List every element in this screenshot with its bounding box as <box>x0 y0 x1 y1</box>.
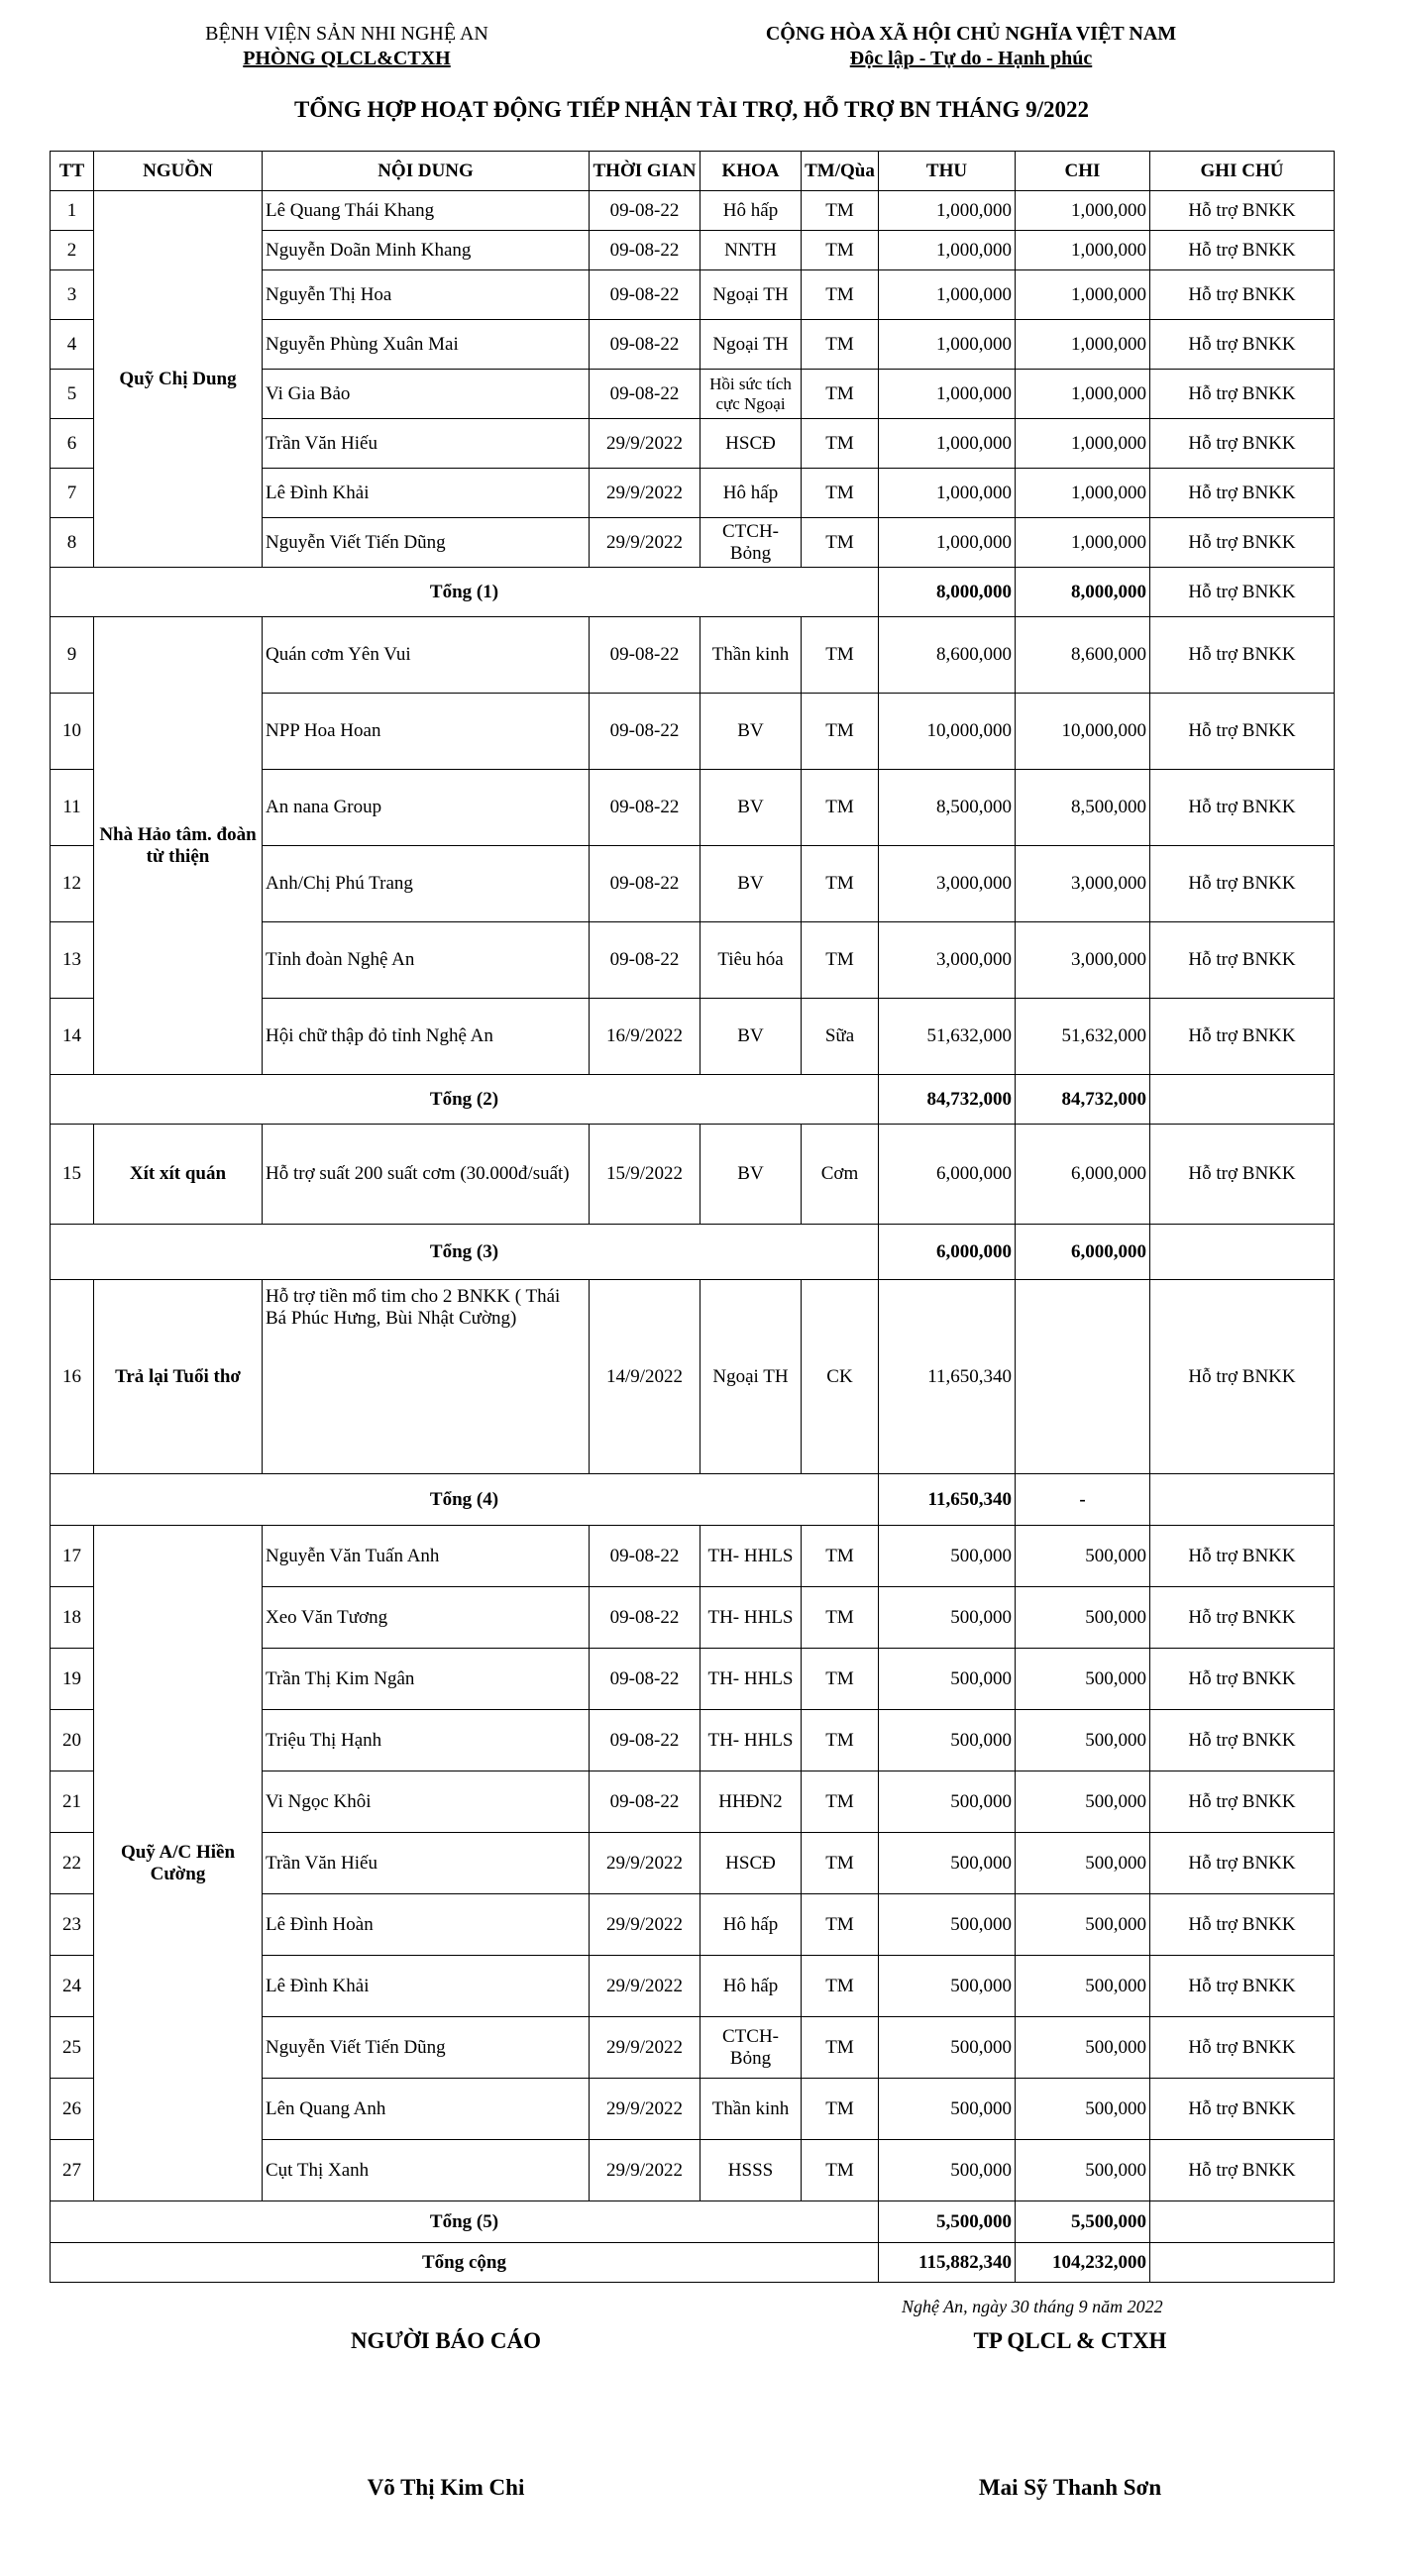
note-cell: Hỗ trợ BNKK <box>1150 1894 1335 1956</box>
hospital-name: BỆNH VIỆN SẢN NHI NGHỆ AN <box>205 23 488 45</box>
note-cell: Hỗ trợ BNKK <box>1150 1956 1335 2017</box>
time-cell: 09-08-22 <box>590 1710 700 1771</box>
content-cell: NPP Hoa Hoan <box>263 694 590 770</box>
type-cell: TM <box>802 270 879 320</box>
chi-cell: 1,000,000 <box>1016 320 1150 370</box>
row-number: 4 <box>51 320 94 370</box>
time-cell: 14/9/2022 <box>590 1280 700 1474</box>
note-cell: Hỗ trợ BNKK <box>1150 419 1335 469</box>
time-cell: 29/9/2022 <box>590 2079 700 2140</box>
content-cell: Lê Đình Hoàn <box>263 1894 590 1956</box>
note-cell: Hỗ trợ BNKK <box>1150 518 1335 568</box>
row-number: 12 <box>51 846 94 922</box>
type-cell: TM <box>802 922 879 999</box>
dept-cell: Hô hấp <box>700 469 802 518</box>
type-cell: TM <box>802 518 879 568</box>
type-cell: TM <box>802 770 879 846</box>
chi-cell: 1,000,000 <box>1016 231 1150 270</box>
content-cell: Anh/Chị Phú Trang <box>263 846 590 922</box>
time-cell: 09-08-22 <box>590 617 700 694</box>
type-cell: TM <box>802 320 879 370</box>
subtotal-label: Tổng (1) <box>51 568 879 617</box>
thu-cell: 8,600,000 <box>879 617 1016 694</box>
table-row <box>51 1280 1335 1474</box>
note-cell: Hỗ trợ BNKK <box>1150 1710 1335 1771</box>
row-number: 3 <box>51 270 94 320</box>
note-cell: Hỗ trợ BNKK <box>1150 231 1335 270</box>
subtotal-chi: 5,500,000 <box>1016 2201 1150 2243</box>
thu-cell: 500,000 <box>879 1894 1016 1956</box>
subtotal-label: Tổng (4) <box>51 1474 879 1526</box>
type-cell: TM <box>802 846 879 922</box>
col-dept: KHOA <box>700 152 802 191</box>
content-cell: Hỗ trợ suất 200 suất cơm (30.000đ/suất) <box>263 1125 590 1225</box>
dept-cell: HSCĐ <box>700 1833 802 1894</box>
content-cell: Trần Văn Hiếu <box>263 1833 590 1894</box>
time-cell: 29/9/2022 <box>590 2017 700 2079</box>
dept-cell: CTCH-Bỏng <box>700 518 802 568</box>
dept-cell: BV <box>700 846 802 922</box>
subtotal-label: Tổng (2) <box>51 1075 879 1125</box>
thu-cell: 1,000,000 <box>879 191 1016 231</box>
table-row <box>51 1526 1335 1587</box>
type-cell: TM <box>802 1771 879 1833</box>
row-number: 18 <box>51 1587 94 1649</box>
thu-cell: 1,000,000 <box>879 469 1016 518</box>
subtotal-label: Tổng (5) <box>51 2201 879 2243</box>
type-cell: TM <box>802 191 879 231</box>
source-name: Trả lại Tuổi thơ <box>94 1280 263 1474</box>
type-cell: TM <box>802 419 879 469</box>
dept-cell: Hồi sức tích cực Ngoại <box>700 370 802 419</box>
reporter-name: Võ Thị Kim Chi <box>367 2475 525 2500</box>
national-motto <box>694 47 1248 71</box>
chi-cell <box>1016 1280 1150 1474</box>
source-name: Xít xít quán <box>94 1125 263 1225</box>
thu-cell: 500,000 <box>879 2079 1016 2140</box>
note-cell: Hỗ trợ BNKK <box>1150 922 1335 999</box>
type-cell: TM <box>802 1587 879 1649</box>
type-cell: Cơm <box>802 1125 879 1225</box>
chi-cell: 500,000 <box>1016 2079 1150 2140</box>
chi-cell: 500,000 <box>1016 1894 1150 1956</box>
dept-cell: Thần kinh <box>700 2079 802 2140</box>
chi-cell: 500,000 <box>1016 2017 1150 2079</box>
chi-cell: 1,000,000 <box>1016 191 1150 231</box>
note-cell: Hỗ trợ BNKK <box>1150 999 1335 1075</box>
row-number: 26 <box>51 2079 94 2140</box>
dept-cell: Thần kinh <box>700 617 802 694</box>
dept-cell: TH- HHLS <box>700 1710 802 1771</box>
chi-cell: 1,000,000 <box>1016 370 1150 419</box>
subtotal-row <box>51 1075 1335 1125</box>
subtotal-thu: 11,650,340 <box>879 1474 1016 1526</box>
dept-cell: HSCĐ <box>700 419 802 469</box>
thu-cell: 1,000,000 <box>879 270 1016 320</box>
subtotal-thu: 84,732,000 <box>879 1075 1016 1125</box>
type-cell: TM <box>802 2079 879 2140</box>
type-cell: TM <box>802 1710 879 1771</box>
table-row <box>51 1125 1335 1225</box>
content-cell: Lê Đình Khải <box>263 469 590 518</box>
chi-cell: 500,000 <box>1016 1587 1150 1649</box>
time-cell: 29/9/2022 <box>590 1956 700 2017</box>
table-row <box>51 617 1335 694</box>
subtotal-row <box>51 568 1335 617</box>
dept-cell: Ngoại TH <box>700 270 802 320</box>
dept-cell: Hô hấp <box>700 1894 802 1956</box>
thu-cell: 1,000,000 <box>879 231 1016 270</box>
subtotal-chi: - <box>1016 1474 1150 1526</box>
thu-cell: 500,000 <box>879 2017 1016 2079</box>
thu-cell: 3,000,000 <box>879 922 1016 999</box>
time-cell: 29/9/2022 <box>590 1833 700 1894</box>
row-number: 9 <box>51 617 94 694</box>
thu-cell: 10,000,000 <box>879 694 1016 770</box>
chi-cell: 1,000,000 <box>1016 270 1150 320</box>
type-cell: TM <box>802 469 879 518</box>
subtotal-thu: 5,500,000 <box>879 2201 1016 2243</box>
note-cell: Hỗ trợ BNKK <box>1150 617 1335 694</box>
col-note: GHI CHÚ <box>1150 152 1335 191</box>
thu-cell: 500,000 <box>879 1649 1016 1710</box>
subtotal-note <box>1150 1225 1335 1280</box>
subtotal-label: Tổng (3) <box>51 1225 879 1280</box>
dept-cell: Ngoại TH <box>700 320 802 370</box>
subtotal-chi: 84,732,000 <box>1016 1075 1150 1125</box>
subtotal-note <box>1150 1474 1335 1526</box>
subtotal-note <box>1150 2201 1335 2243</box>
note-cell: Hỗ trợ BNKK <box>1150 370 1335 419</box>
chi-cell: 8,600,000 <box>1016 617 1150 694</box>
thu-cell: 1,000,000 <box>879 518 1016 568</box>
note-cell: Hỗ trợ BNKK <box>1150 846 1335 922</box>
content-cell: Tỉnh đoàn Nghệ An <box>263 922 590 999</box>
type-cell: TM <box>802 1894 879 1956</box>
time-cell: 09-08-22 <box>590 270 700 320</box>
time-cell: 29/9/2022 <box>590 419 700 469</box>
time-cell: 29/9/2022 <box>590 518 700 568</box>
col-time: THỜI GIAN <box>590 152 700 191</box>
row-number: 6 <box>51 419 94 469</box>
note-cell: Hỗ trợ BNKK <box>1150 270 1335 320</box>
thu-cell: 500,000 <box>879 1771 1016 1833</box>
note-cell: Hỗ trợ BNKK <box>1150 2017 1335 2079</box>
dept-cell: BV <box>700 999 802 1075</box>
dept-cell: HHĐN2 <box>700 1771 802 1833</box>
chi-cell: 500,000 <box>1016 1956 1150 2017</box>
time-cell: 16/9/2022 <box>590 999 700 1075</box>
content-cell: Trần Văn Hiếu <box>263 419 590 469</box>
content-cell: Vi Ngọc Khôi <box>263 1771 590 1833</box>
row-number: 27 <box>51 2140 94 2201</box>
col-type: TM/Qùa <box>802 152 879 191</box>
dept-cell: TH- HHLS <box>700 1526 802 1587</box>
time-cell: 09-08-22 <box>590 231 700 270</box>
content-cell: Vi Gia Bảo <box>263 370 590 419</box>
chi-cell: 500,000 <box>1016 1526 1150 1587</box>
row-number: 8 <box>51 518 94 568</box>
content-cell: Quán cơm Yên Vui <box>263 617 590 694</box>
dept-cell: TH- HHLS <box>700 1649 802 1710</box>
note-cell: Hỗ trợ BNKK <box>1150 694 1335 770</box>
content-cell: Nguyễn Doãn Minh Khang <box>263 231 590 270</box>
dept-cell: NNTH <box>700 231 802 270</box>
report-body <box>51 191 1335 2283</box>
type-cell: CK <box>802 1280 879 1474</box>
col-tt: TT <box>51 152 94 191</box>
col-chi: CHI <box>1016 152 1150 191</box>
content-cell: Nguyễn Viết Tiến Dũng <box>263 518 590 568</box>
thu-cell: 500,000 <box>879 2140 1016 2201</box>
time-cell: 29/9/2022 <box>590 1894 700 1956</box>
type-cell: TM <box>802 2017 879 2079</box>
thu-cell: 1,000,000 <box>879 419 1016 469</box>
grand-total-note <box>1150 2243 1335 2283</box>
type-cell: TM <box>802 370 879 419</box>
chi-cell: 1,000,000 <box>1016 419 1150 469</box>
thu-cell: 1,000,000 <box>879 320 1016 370</box>
chi-cell: 500,000 <box>1016 2140 1150 2201</box>
type-cell: TM <box>802 694 879 770</box>
manager-title: TP QLCL & CTXH <box>973 2328 1167 2353</box>
subtotal-thu: 6,000,000 <box>879 1225 1016 1280</box>
content-cell: Nguyễn Văn Tuấn Anh <box>263 1526 590 1587</box>
source-name: Quỹ Chị Dung <box>94 191 263 568</box>
time-cell: 09-08-22 <box>590 191 700 231</box>
grand-total-thu: 115,882,340 <box>879 2243 1016 2283</box>
time-cell: 09-08-22 <box>590 846 700 922</box>
note-cell: Hỗ trợ BNKK <box>1150 1125 1335 1225</box>
note-cell: Hỗ trợ BNKK <box>1150 2140 1335 2201</box>
thu-cell: 500,000 <box>879 1526 1016 1587</box>
row-number: 25 <box>51 2017 94 2079</box>
content-cell: Lên Quang Anh <box>263 2079 590 2140</box>
row-number: 11 <box>51 770 94 846</box>
dept-cell: Hô hấp <box>700 1956 802 2017</box>
dept-cell: BV <box>700 694 802 770</box>
row-number: 19 <box>51 1649 94 1710</box>
content-cell: Hỗ trợ tiền mổ tim cho 2 BNKK ( Thái Bá Phúc Hưng, Bùi Nhật Cường) <box>263 1280 590 1474</box>
time-cell: 09-08-22 <box>590 320 700 370</box>
grand-total-row <box>51 2243 1335 2283</box>
row-number: 1 <box>51 191 94 231</box>
content-cell: Lê Đình Khải <box>263 1956 590 2017</box>
chi-cell: 8,500,000 <box>1016 770 1150 846</box>
type-cell: TM <box>802 2140 879 2201</box>
subtotal-note <box>1150 1075 1335 1125</box>
chi-cell: 1,000,000 <box>1016 469 1150 518</box>
grand-total-label: Tổng cộng <box>51 2243 879 2283</box>
note-cell: Hỗ trợ BNKK <box>1150 1526 1335 1587</box>
chi-cell: 500,000 <box>1016 1771 1150 1833</box>
row-number: 10 <box>51 694 94 770</box>
note-cell: Hỗ trợ BNKK <box>1150 320 1335 370</box>
row-number: 20 <box>51 1710 94 1771</box>
report-title: TỔNG HỢP HOẠT ĐỘNG TIẾP NHẬN TÀI TRỢ, HỖ TRỢ BN THÁNG 9/2022 <box>294 97 1089 122</box>
dept-cell: BV <box>700 1125 802 1225</box>
content-cell: Nguyễn Phùng Xuân Mai <box>263 320 590 370</box>
place-date: Nghệ An, ngày 30 tháng 9 năm 2022 <box>902 2297 1163 2316</box>
dept-cell: CTCH-Bỏng <box>700 2017 802 2079</box>
time-cell: 09-08-22 <box>590 770 700 846</box>
nation-name: CỘNG HÒA XÃ HỘI CHỦ NGHĨA VIỆT NAM <box>765 23 1177 45</box>
time-cell: 29/9/2022 <box>590 2140 700 2201</box>
note-cell: Hỗ trợ BNKK <box>1150 1649 1335 1710</box>
thu-cell: 6,000,000 <box>879 1125 1016 1225</box>
chi-cell: 500,000 <box>1016 1833 1150 1894</box>
reporter-title: NGƯỜI BÁO CÁO <box>350 2328 542 2353</box>
thu-cell: 11,650,340 <box>879 1280 1016 1474</box>
content-cell: An nana Group <box>263 770 590 846</box>
row-number: 15 <box>51 1125 94 1225</box>
motto-label: Độc lập - Tự do - Hạnh phúc <box>849 48 1093 69</box>
subtotal-chi: 8,000,000 <box>1016 568 1150 617</box>
type-cell: TM <box>802 1649 879 1710</box>
time-cell: 09-08-22 <box>590 694 700 770</box>
type-cell: TM <box>802 1526 879 1587</box>
time-cell: 09-08-22 <box>590 370 700 419</box>
col-source: NGUỒN <box>94 152 263 191</box>
content-cell: Nguyễn Thị Hoa <box>263 270 590 320</box>
note-cell: Hỗ trợ BNKK <box>1150 1587 1335 1649</box>
time-cell: 09-08-22 <box>590 1771 700 1833</box>
manager-name: Mai Sỹ Thanh Sơn <box>978 2475 1162 2500</box>
header-row <box>51 152 1335 191</box>
content-cell: Triệu Thị Hạnh <box>263 1710 590 1771</box>
subtotal-row <box>51 2201 1335 2243</box>
type-cell: Sữa <box>802 999 879 1075</box>
table-row <box>51 191 1335 231</box>
dept-cell: Hô hấp <box>700 191 802 231</box>
subtotal-row <box>51 1225 1335 1280</box>
chi-cell: 6,000,000 <box>1016 1125 1150 1225</box>
type-cell: TM <box>802 231 879 270</box>
row-number: 7 <box>51 469 94 518</box>
row-number: 13 <box>51 922 94 999</box>
dept-cell: TH- HHLS <box>700 1587 802 1649</box>
time-cell: 09-08-22 <box>590 1649 700 1710</box>
content-cell: Trần Thị Kim Ngân <box>263 1649 590 1710</box>
subtotal-note: Hỗ trợ BNKK <box>1150 568 1335 617</box>
type-cell: TM <box>802 1956 879 2017</box>
chi-cell: 51,632,000 <box>1016 999 1150 1075</box>
dept-cell: Ngoại TH <box>700 1280 802 1474</box>
chi-cell: 10,000,000 <box>1016 694 1150 770</box>
note-cell: Hỗ trợ BNKK <box>1150 1771 1335 1833</box>
content-cell: Xeo Văn Tương <box>263 1587 590 1649</box>
row-number: 2 <box>51 231 94 270</box>
note-cell: Hỗ trợ BNKK <box>1150 2079 1335 2140</box>
thu-cell: 3,000,000 <box>879 846 1016 922</box>
row-number: 14 <box>51 999 94 1075</box>
subtotal-chi: 6,000,000 <box>1016 1225 1150 1280</box>
time-cell: 09-08-22 <box>590 922 700 999</box>
time-cell: 09-08-22 <box>590 1526 700 1587</box>
thu-cell: 500,000 <box>879 1710 1016 1771</box>
thu-cell: 500,000 <box>879 1833 1016 1894</box>
content-cell: Hội chữ thập đỏ tỉnh Nghệ An <box>263 999 590 1075</box>
grand-total-chi: 104,232,000 <box>1016 2243 1150 2283</box>
thu-cell: 1,000,000 <box>879 370 1016 419</box>
thu-cell: 8,500,000 <box>879 770 1016 846</box>
department-name <box>149 47 545 71</box>
thu-cell: 500,000 <box>879 1587 1016 1649</box>
row-number: 17 <box>51 1526 94 1587</box>
col-content: NỘI DUNG <box>263 152 590 191</box>
content-cell: Lê Quang Thái Khang <box>263 191 590 231</box>
chi-cell: 3,000,000 <box>1016 846 1150 922</box>
row-number: 22 <box>51 1833 94 1894</box>
source-name: Quỹ A/C Hiền Cường <box>94 1526 263 2201</box>
time-cell: 29/9/2022 <box>590 469 700 518</box>
note-cell: Hỗ trợ BNKK <box>1150 191 1335 231</box>
type-cell: TM <box>802 617 879 694</box>
row-number: 5 <box>51 370 94 419</box>
chi-cell: 3,000,000 <box>1016 922 1150 999</box>
time-cell: 15/9/2022 <box>590 1125 700 1225</box>
dept-cell: HSSS <box>700 2140 802 2201</box>
thu-cell: 500,000 <box>879 1956 1016 2017</box>
department-label: PHÒNG QLCL&CTXH <box>243 48 451 69</box>
subtotal-row <box>51 1474 1335 1526</box>
content-cell: Nguyễn Viết Tiến Dũng <box>263 2017 590 2079</box>
note-cell: Hỗ trợ BNKK <box>1150 1280 1335 1474</box>
chi-cell: 500,000 <box>1016 1649 1150 1710</box>
row-number: 21 <box>51 1771 94 1833</box>
content-cell: Cụt Thị Xanh <box>263 2140 590 2201</box>
dept-cell: BV <box>700 770 802 846</box>
row-number: 23 <box>51 1894 94 1956</box>
thu-cell: 51,632,000 <box>879 999 1016 1075</box>
note-cell: Hỗ trợ BNKK <box>1150 770 1335 846</box>
note-cell: Hỗ trợ BNKK <box>1150 469 1335 518</box>
report-table <box>50 151 1335 2283</box>
chi-cell: 500,000 <box>1016 1710 1150 1771</box>
col-thu: THU <box>879 152 1016 191</box>
chi-cell: 1,000,000 <box>1016 518 1150 568</box>
time-cell: 09-08-22 <box>590 1587 700 1649</box>
type-cell: TM <box>802 1833 879 1894</box>
source-name: Nhà Hảo tâm. đoàn từ thiện <box>94 617 263 1075</box>
dept-cell: Tiêu hóa <box>700 922 802 999</box>
subtotal-thu: 8,000,000 <box>879 568 1016 617</box>
row-number: 24 <box>51 1956 94 2017</box>
note-cell: Hỗ trợ BNKK <box>1150 1833 1335 1894</box>
row-number: 16 <box>51 1280 94 1474</box>
